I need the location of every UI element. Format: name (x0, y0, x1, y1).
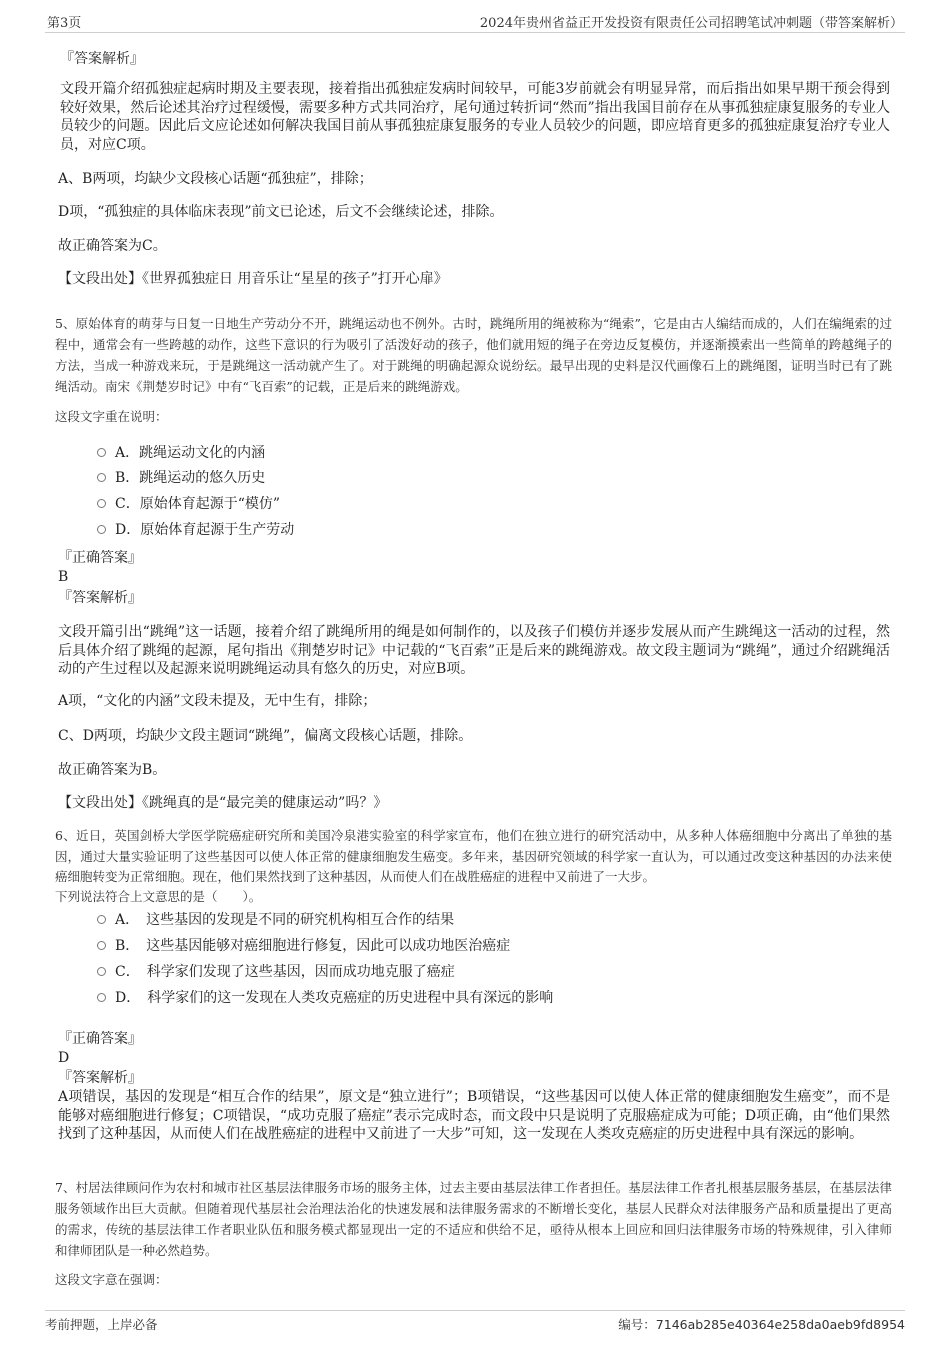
q7-prompt: 这段文字意在强调： (55, 1272, 168, 1287)
document-code (618, 1315, 905, 1333)
q6-answer: D (58, 1050, 70, 1066)
q4-analysis-p1: 文段开篇介绍孤独症起病时期及主要表现，接着指出孤独症发病时间较早，可能3岁前就会有明显异常，而后指出如果早期干预会得到较好效果，然后论述其治疗过程缓慢，需要多种方式共同治疗，尾句通过转折词“然而”指出我国目前存在从事孤独症康复服务的专业人员较少的问题。因此后文应论述如何解决我国目前从事孤独症康复服务的专业人员较少的问题，即应培育更多的孤独症康复治疗专业人员，对应C项。 (60, 81, 890, 153)
q6-analysis-label: 『答案解析』 (58, 1070, 142, 1086)
q5-option-b[interactable] (97, 469, 265, 487)
q5-analysis-label: 『答案解析』 (58, 590, 142, 606)
q6-option-a-text: A． 这些基因的发现是不同的研究机构相互合作的结果 (115, 912, 455, 928)
code-label: 编号： (618, 1317, 656, 1332)
radio-icon[interactable] (97, 993, 106, 1002)
q5-answer: B (58, 569, 69, 585)
q6-option-d-text: D． 科学家们的这一发现在人类攻克癌症的历史进程中具有深远的影响 (115, 990, 554, 1006)
q6-option-c-text: C． 科学家们发现了这些基因，因而成功地克服了癌症 (115, 964, 455, 980)
q4-answer-line: 故正确答案为C。 (58, 238, 167, 254)
q5-source: 【文段出处】《跳绳真的是“最完美的健康运动”吗？》 (58, 795, 388, 811)
q4-analysis-label: 『答案解析』 (60, 51, 144, 67)
code-value: 7146ab285e40364e258da0aeb9fd8954 (655, 1317, 905, 1332)
q6-stem: 6、近日，英国剑桥大学医学院癌症研究所和美国冷泉港实验室的科学家宣布，他们在独立进行的研究活动中，从多种人体癌细胞中分离出了单独的基因，通过大量实验证明了这些基因可以使人体正常的健康细胞发生癌变。多年来，基因研究领域的科学家一直认为，可以通过改变这种基因的办法来使癌细胞转变为正常细胞。现在，他们果然找到了这种基因，从而使人们在战胜癌症的进程中又前进了一大步。 (55, 828, 892, 884)
q5-prompt: 这段文字重在说明： (55, 409, 168, 424)
page-footer (45, 1310, 905, 1335)
q5-option-a[interactable] (97, 444, 265, 462)
q5-option-d-text: D．原始体育起源于生产劳动 (115, 522, 295, 538)
q5-option-c-text: C．原始体育起源于“模仿” (115, 496, 281, 512)
q4-analysis-p3: D项，“孤独症的具体临床表现”前文已论述，后文不会继续论述，排除。 (58, 204, 504, 220)
q6-answer-label: 『正确答案』 (58, 1031, 142, 1047)
q5-analysis-p1: 文段开篇引出“跳绳”这一话题，接着介绍了跳绳所用的绳是如何制作的，以及孩子们模仿并逐步发展从而产生跳绳这一活动的过程，然后具体介绍了跳绳的起源，尾句指出《荆楚岁时记》中记载的“飞百索”正是后来的跳绳游戏。故文段主题词为“跳绳”，通过介绍跳绳活动的产生过程以及起源来说明跳绳运动具有悠久的历史，对应B项。 (58, 624, 890, 677)
q5-option-c[interactable] (97, 495, 280, 513)
q5-option-a-text: A．跳绳运动文化的内涵 (115, 445, 266, 461)
q5-answer-label: 『正确答案』 (58, 550, 142, 566)
q5-answer-line: 故正确答案为B。 (58, 762, 167, 778)
q6-option-a[interactable] (97, 911, 454, 929)
q5-analysis-p2: A项，“文化的内涵”文段未提及，无中生有，排除； (58, 693, 377, 709)
radio-icon[interactable] (97, 941, 106, 950)
radio-icon[interactable] (97, 448, 106, 457)
q4-analysis-p2: A、B两项，均缺少文段核心话题“孤独症”，排除； (58, 171, 373, 187)
q6-analysis: A项错误，基因的发现是“相互合作的结果”，原文是“独立进行”；B项错误，“这些基因可以使人体正常的健康细胞发生癌变”，而不是能够对癌细胞进行修复；C项错误，“成功克服了癌症”表示完成时态，而文段中只是说明了克服癌症成为可能；D项正确，由“他们果然找到了这种基因，从而使人们在战胜癌症的进程中又前进了一大步”可知，这一发现在人类攻克癌症的历史进程中具有深远的影响。 (58, 1089, 890, 1142)
q6-prompt: 下列说法符合上文意思的是（ ）。 (55, 889, 262, 904)
q5-option-b-text: B．跳绳运动的悠久历史 (115, 470, 266, 486)
page-header (45, 12, 905, 33)
q4-source: 【文段出处】《世界孤独症日 用音乐让“星星的孩子”打开心扉》 (58, 271, 448, 287)
page-number: 第3页 (47, 16, 82, 31)
q6-option-c[interactable] (97, 963, 455, 981)
radio-icon[interactable] (97, 967, 106, 976)
document-title: 2024年贵州省益正开发投资有限责任公司招聘笔试冲刺题（带答案解析） (479, 16, 903, 31)
q6-option-b-text: B． 这些基因能够对癌细胞进行修复，因此可以成功地医治癌症 (115, 938, 511, 954)
radio-icon[interactable] (97, 525, 106, 534)
q5-analysis-p3: C、D两项，均缺少文段主题词“跳绳”，偏离文段核心话题，排除。 (58, 728, 473, 744)
q5-option-d[interactable] (97, 521, 294, 539)
radio-icon[interactable] (97, 499, 106, 508)
radio-icon[interactable] (97, 473, 106, 482)
q5-stem: 5、原始体育的萌芽与日复一日地生产劳动分不开，跳绳运动也不例外。古时，跳绳所用的绳被称为“绳索”，它是由古人编结而成的，人们在编绳索的过程中，通常会有一些跨越的动作，这些下意识的行为吸引了活泼好动的孩子，他们就用短的绳子在旁边反复模仿，并逐渐摸索出一些简单的跨越绳子的方法，当成一种游戏来玩，于是跳绳这一活动就产生了。对于跳绳的明确起源众说纷纭。最早出现的史料是汉代画像石上的跳绳图，证明当时已有了跳绳活动。南宋《荆楚岁时记》中有“飞百索”的记载，正是后来的跳绳游戏。 (55, 316, 892, 394)
footer-slogan: 考前押题，上岸必备 (45, 1317, 158, 1332)
q6-option-b[interactable] (97, 937, 510, 955)
radio-icon[interactable] (97, 915, 106, 924)
q6-option-d[interactable] (97, 989, 553, 1007)
q7-stem: 7、村居法律顾问作为农村和城市社区基层法律服务市场的服务主体，过去主要由基层法律工作者担任。基层法律工作者扎根基层服务基层，在基层法律服务领域作出巨大贡献。但随着现代基层社会治理法治化的快速发展和法律服务需求的不断增长变化，基层人民群众对法律服务产品和质量提出了更高的需求，传统的基层法律工作者职业队伍和服务模式都显现出一定的不适应和供给不足，亟待从根本上回应和回归法律服务市场的特殊规律，引入律师和律师团队是一种必然趋势。 (55, 1180, 892, 1258)
